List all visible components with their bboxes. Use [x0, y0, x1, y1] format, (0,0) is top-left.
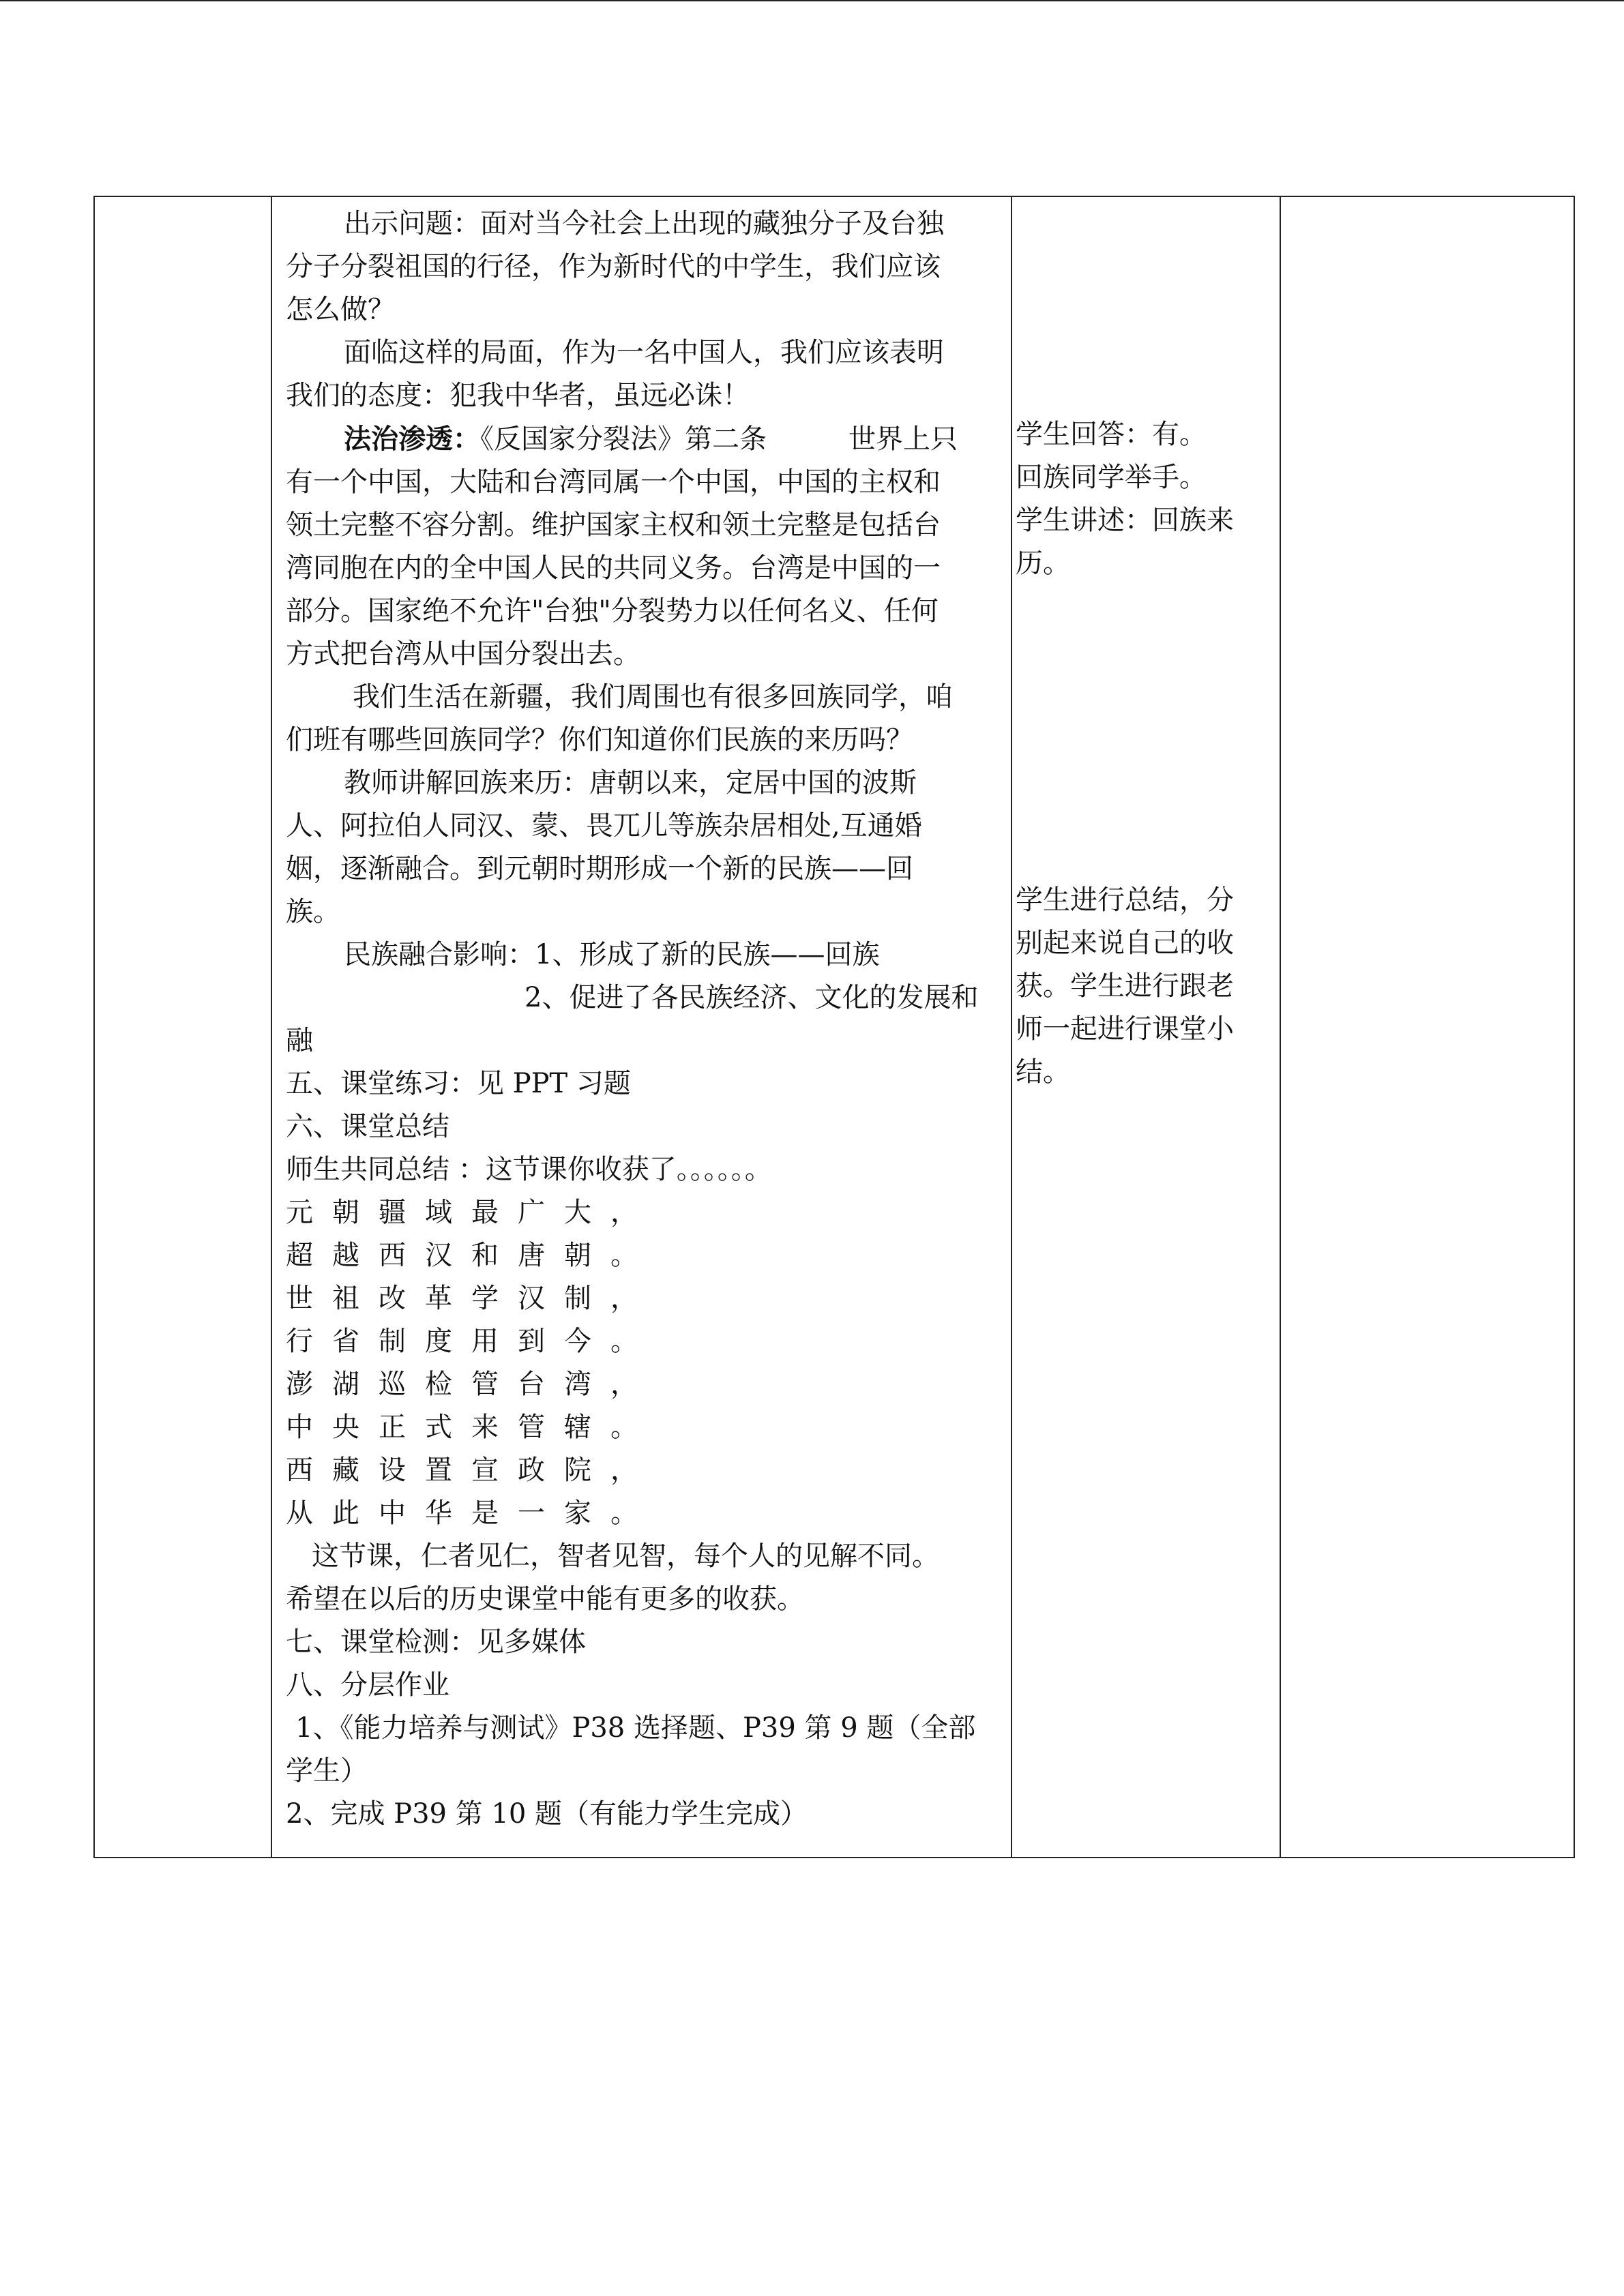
hui-origin-line: 人、阿拉伯人同汉、蒙、畏兀儿等族杂居相处,互通婚 — [286, 810, 922, 841]
top-rule — [0, 0, 1624, 1]
attitude-line: 面临这样的局面，作为一名中国人，我们应该表明 — [344, 337, 944, 368]
question-line: 分子分裂祖国的行径，作为新时代的中学生，我们应该 — [286, 251, 941, 282]
poem-line: 超越西汉和唐朝。 — [286, 1240, 657, 1271]
column-divider-3 — [1280, 197, 1281, 1857]
closing-line: 这节课，仁者见仁，智者见智，每个人的见解不同。 — [312, 1540, 939, 1572]
law-line: 方式把台湾从中国分裂出去。 — [286, 638, 640, 670]
section-practice: 五、课堂练习：见 PPT 习题 — [286, 1068, 631, 1099]
law-line-first — [286, 417, 1009, 461]
poem-line: 从此中华是一家。 — [286, 1497, 657, 1529]
law-text: 世界上只 — [848, 423, 958, 455]
question-line: 怎么做？ — [286, 294, 395, 325]
hui-question-line: 我们生活在新疆，我们周围也有很多回族同学，咱 — [353, 681, 953, 713]
student-line: 历。 — [1016, 548, 1070, 579]
student-line: 结。 — [1016, 1056, 1070, 1088]
poem-line: 世祖改革学汉制， — [286, 1283, 657, 1314]
student-activity-b — [1016, 879, 1261, 1094]
student-line: 学生进行总结，分 — [1016, 884, 1234, 916]
lesson-table — [93, 196, 1575, 1858]
law-label: 法治渗透： — [344, 423, 480, 455]
hui-question-line: 们班有哪些回族同学？你们知道你们民族的来历吗？ — [286, 724, 913, 756]
homework-line: 2、完成 P39 第 10 题（有能力学生完成） — [286, 1798, 808, 1830]
hui-origin-line: 族。 — [286, 896, 340, 927]
student-line: 获。学生进行跟老 — [1016, 970, 1234, 1002]
student-activity-a — [1016, 413, 1261, 585]
poem-line: 中央正式来管辖。 — [286, 1412, 657, 1443]
fusion-impact-line: 民族融合影响：1、形成了新的民族——回族 — [344, 939, 880, 970]
hui-origin-line: 教师讲解回族来历：唐朝以来，定居中国的波斯 — [344, 767, 917, 799]
hui-origin-line: 姻，逐渐融合。到元朝时期形成一个新的民族——回 — [286, 853, 913, 884]
fusion-impact-line: 融 — [286, 1025, 313, 1056]
section-test: 七、课堂检测：见多媒体 — [286, 1626, 586, 1658]
student-line: 学生回答：有。 — [1016, 419, 1207, 450]
poem-line: 西藏设置宣政院， — [286, 1455, 657, 1486]
question-line: 出示问题：面对当今社会上出现的藏独分子及台独 — [344, 208, 944, 239]
student-line: 师一起进行课堂小 — [1016, 1013, 1234, 1045]
section-summary: 六、课堂总结 — [286, 1111, 449, 1142]
section-homework: 八、分层作业 — [286, 1669, 449, 1701]
student-line: 回族同学举手。 — [1016, 462, 1207, 493]
column-divider-2 — [1011, 197, 1012, 1857]
law-line: 湾同胞在内的全中国人民的共同义务。台湾是中国的一 — [286, 552, 941, 584]
poem-line: 行省制度用到今。 — [286, 1326, 657, 1357]
law-line: 有一个中国，大陆和台湾同属一个中国，中国的主权和 — [286, 466, 941, 498]
law-title: 《反国家分裂法》第二条 — [480, 423, 767, 455]
student-line: 别起来说自己的收 — [1016, 927, 1234, 959]
teaching-content-cell — [286, 197, 1009, 1836]
homework-line: 1、《能力培养与测试》P38 选择题、P39 第 9 题（全部 — [295, 1712, 976, 1744]
closing-line: 希望在以后的历史课堂中能有更多的收获。 — [286, 1583, 804, 1615]
poem-line: 元朝疆域最广大， — [286, 1197, 657, 1228]
fusion-impact-line: 2、促进了各民族经济、文化的发展和 — [525, 982, 979, 1013]
poem-line: 澎湖巡检管台湾， — [286, 1369, 657, 1400]
law-line: 领土完整不容分割。维护国家主权和领土完整是包括台 — [286, 509, 941, 541]
homework-line: 学生） — [286, 1755, 368, 1787]
summary-line: 师生共同总结 ：这节课你收获了。。。。。。 — [286, 1154, 772, 1185]
law-line: 部分。国家绝不允许"台独"分裂势力以任何名义、任何 — [286, 595, 939, 627]
attitude-line: 我们的态度：犯我中华者，虽远必诛！ — [286, 380, 750, 411]
student-line: 学生讲述：回族来 — [1016, 505, 1234, 536]
column-divider-1 — [271, 197, 272, 1857]
